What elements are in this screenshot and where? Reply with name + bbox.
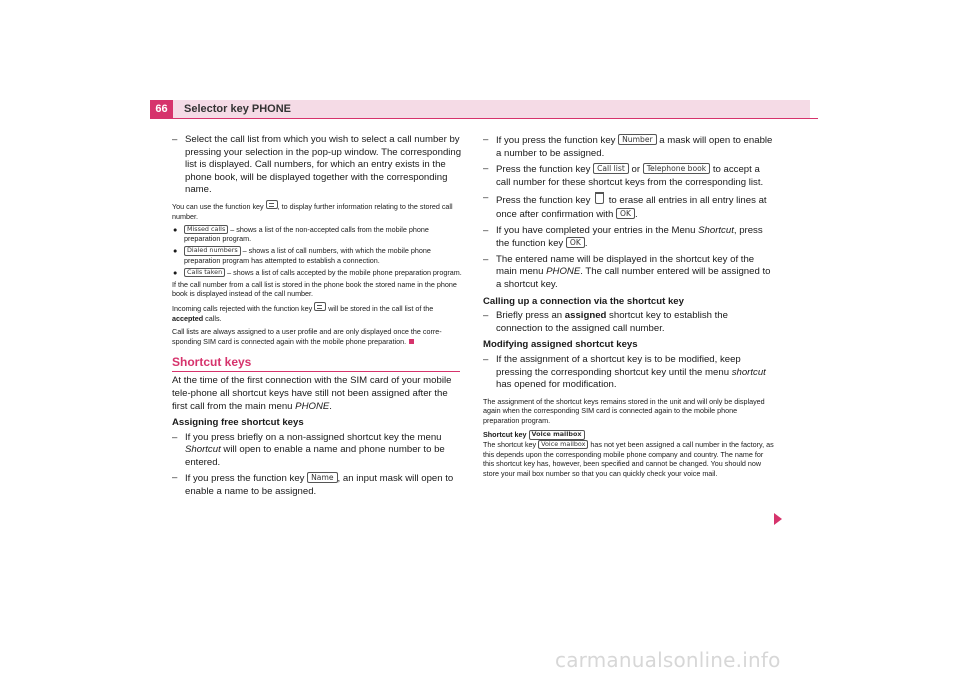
note-voice-mailbox: The shortcut key Voice mailbox has not yet been assigned a call number in the factory, as this depends upon the corresponding mobile phone company and country. The name for this shortcut key has, however, been specified and cannot be changed. You should now store your mail box number so that you can quickly check your voice mail. bbox=[483, 439, 774, 479]
shortcut-key-heading: Shortcut key Voice mailbox bbox=[483, 430, 775, 440]
dialed-numbers-key[interactable]: Dialed numbers bbox=[184, 246, 241, 256]
trash-icon[interactable] bbox=[595, 192, 604, 204]
voice-mailbox-key[interactable]: Voice mailbox bbox=[529, 430, 585, 440]
number-key[interactable]: Number bbox=[618, 134, 657, 145]
note-user-profile: Call lists are always assigned to a user profile and are only displayed once the corre-sponding SIM card is connected again with the mobile phone preparation. bbox=[172, 326, 442, 346]
info-key-icon[interactable] bbox=[266, 200, 278, 209]
note-phone-book: If the call number from a call list is stored in the phone book the stored name in the phone book is displayed instead of the call number. bbox=[172, 279, 457, 299]
watermark: carmanualsonline.info bbox=[555, 648, 781, 672]
step-erase-key: – Press the function key to erase all entries in all entry lines at once after confirmation with OK . bbox=[483, 192, 767, 220]
telephone-book-key[interactable]: Telephone book bbox=[643, 163, 711, 174]
ok-key[interactable]: OK bbox=[566, 237, 585, 248]
list-item: ● Dialed numbers – shows a list of call numbers, with which the mobile phone preparation program has attempted to establish a connection. bbox=[173, 246, 431, 265]
step-press-assigned: – Briefly press an assigned shortcut key to establish the connection to the assigned call number. bbox=[483, 310, 728, 334]
step-modify: – If the assignment of a shortcut key is to be modified, keep pressing the corresponding shortcut key until the menu shortcut has opened for modification. bbox=[483, 353, 766, 391]
note-rejected-calls: Incoming calls rejected with the function key will be stored in the call list of the accepted calls. bbox=[172, 304, 434, 323]
page-title: Selector key PHONE bbox=[184, 103, 291, 115]
list-item: ● Missed calls – shows a list of the non-accepted calls from the mobile phone preparation program. bbox=[173, 224, 429, 244]
missed-calls-key[interactable]: Missed calls bbox=[184, 225, 228, 235]
right-column bbox=[483, 134, 775, 482]
ok-key[interactable]: OK bbox=[616, 208, 635, 219]
left-column bbox=[172, 134, 464, 502]
step-name-displayed: – The entered name will be displayed in the shortcut key of the main menu PHONE. The call number entered will be assigned to a shortcut key. bbox=[483, 253, 771, 290]
next-page-arrow-icon[interactable] bbox=[774, 513, 782, 525]
end-marker-icon bbox=[409, 339, 414, 344]
step-select-call-list: – Select the call list from which you wish to select a call number by pressing your selection in the pop-up window. The corresponding list is displayed. Call numbers, for which an entry exists in the phone book, will be displayed together with the corresponding name. bbox=[172, 134, 462, 196]
call-list-key[interactable]: Call list bbox=[593, 163, 629, 174]
subheading: Assigning free shortcut keys bbox=[172, 417, 304, 429]
intro-paragraph: At the time of the first connection with the SIM card of your mobile tele-phone all shortcut keys have still not been assigned after the first call from the main menu PHONE. bbox=[172, 375, 452, 412]
info-text: You can use the function key , to display further information relating to the stored call number. bbox=[172, 201, 453, 221]
list-item: ● Calls taken – shows a list of calls accepted by the mobile phone preparation program. bbox=[173, 267, 462, 277]
note-assignment-stored: The assignment of the shortcut keys remains stored in the unit and will only be displayed again when the corresponding SIM card is connected again to the mobile phone preparation program. bbox=[483, 396, 765, 426]
header-rule bbox=[150, 118, 818, 119]
subheading: Modifying assigned shortcut keys bbox=[483, 339, 638, 351]
step-press-shortcut: – If you press briefly on a non-assigned shortcut key the menu Shortcut will open to enable a name and phone number to be entered. bbox=[172, 431, 445, 468]
name-key[interactable]: Name bbox=[307, 472, 337, 483]
step-number-key: – If you press the function key Number a mask will open to enable a number to be assigned. bbox=[483, 134, 773, 159]
step-call-list-key: – Press the function key Call list or Telephone book to accept a call number for these shortcut keys from the corresponding list. bbox=[483, 163, 764, 188]
step-complete-entries: – If you have completed your entries in the Menu Shortcut, press the function key OK . bbox=[483, 224, 763, 250]
section-heading: Shortcut keys bbox=[172, 355, 460, 372]
page-number: 66 bbox=[150, 100, 173, 118]
subheading: Calling up a connection via the shortcut key bbox=[483, 295, 684, 307]
voice-mailbox-key[interactable]: Voice mailbox bbox=[538, 440, 588, 450]
step-name-key: – If you press the function key Name , an input mask will open to enable a name to be assigned. bbox=[172, 472, 454, 498]
reject-call-key-icon[interactable] bbox=[314, 302, 326, 311]
calls-taken-key[interactable]: Calls taken bbox=[184, 268, 225, 278]
